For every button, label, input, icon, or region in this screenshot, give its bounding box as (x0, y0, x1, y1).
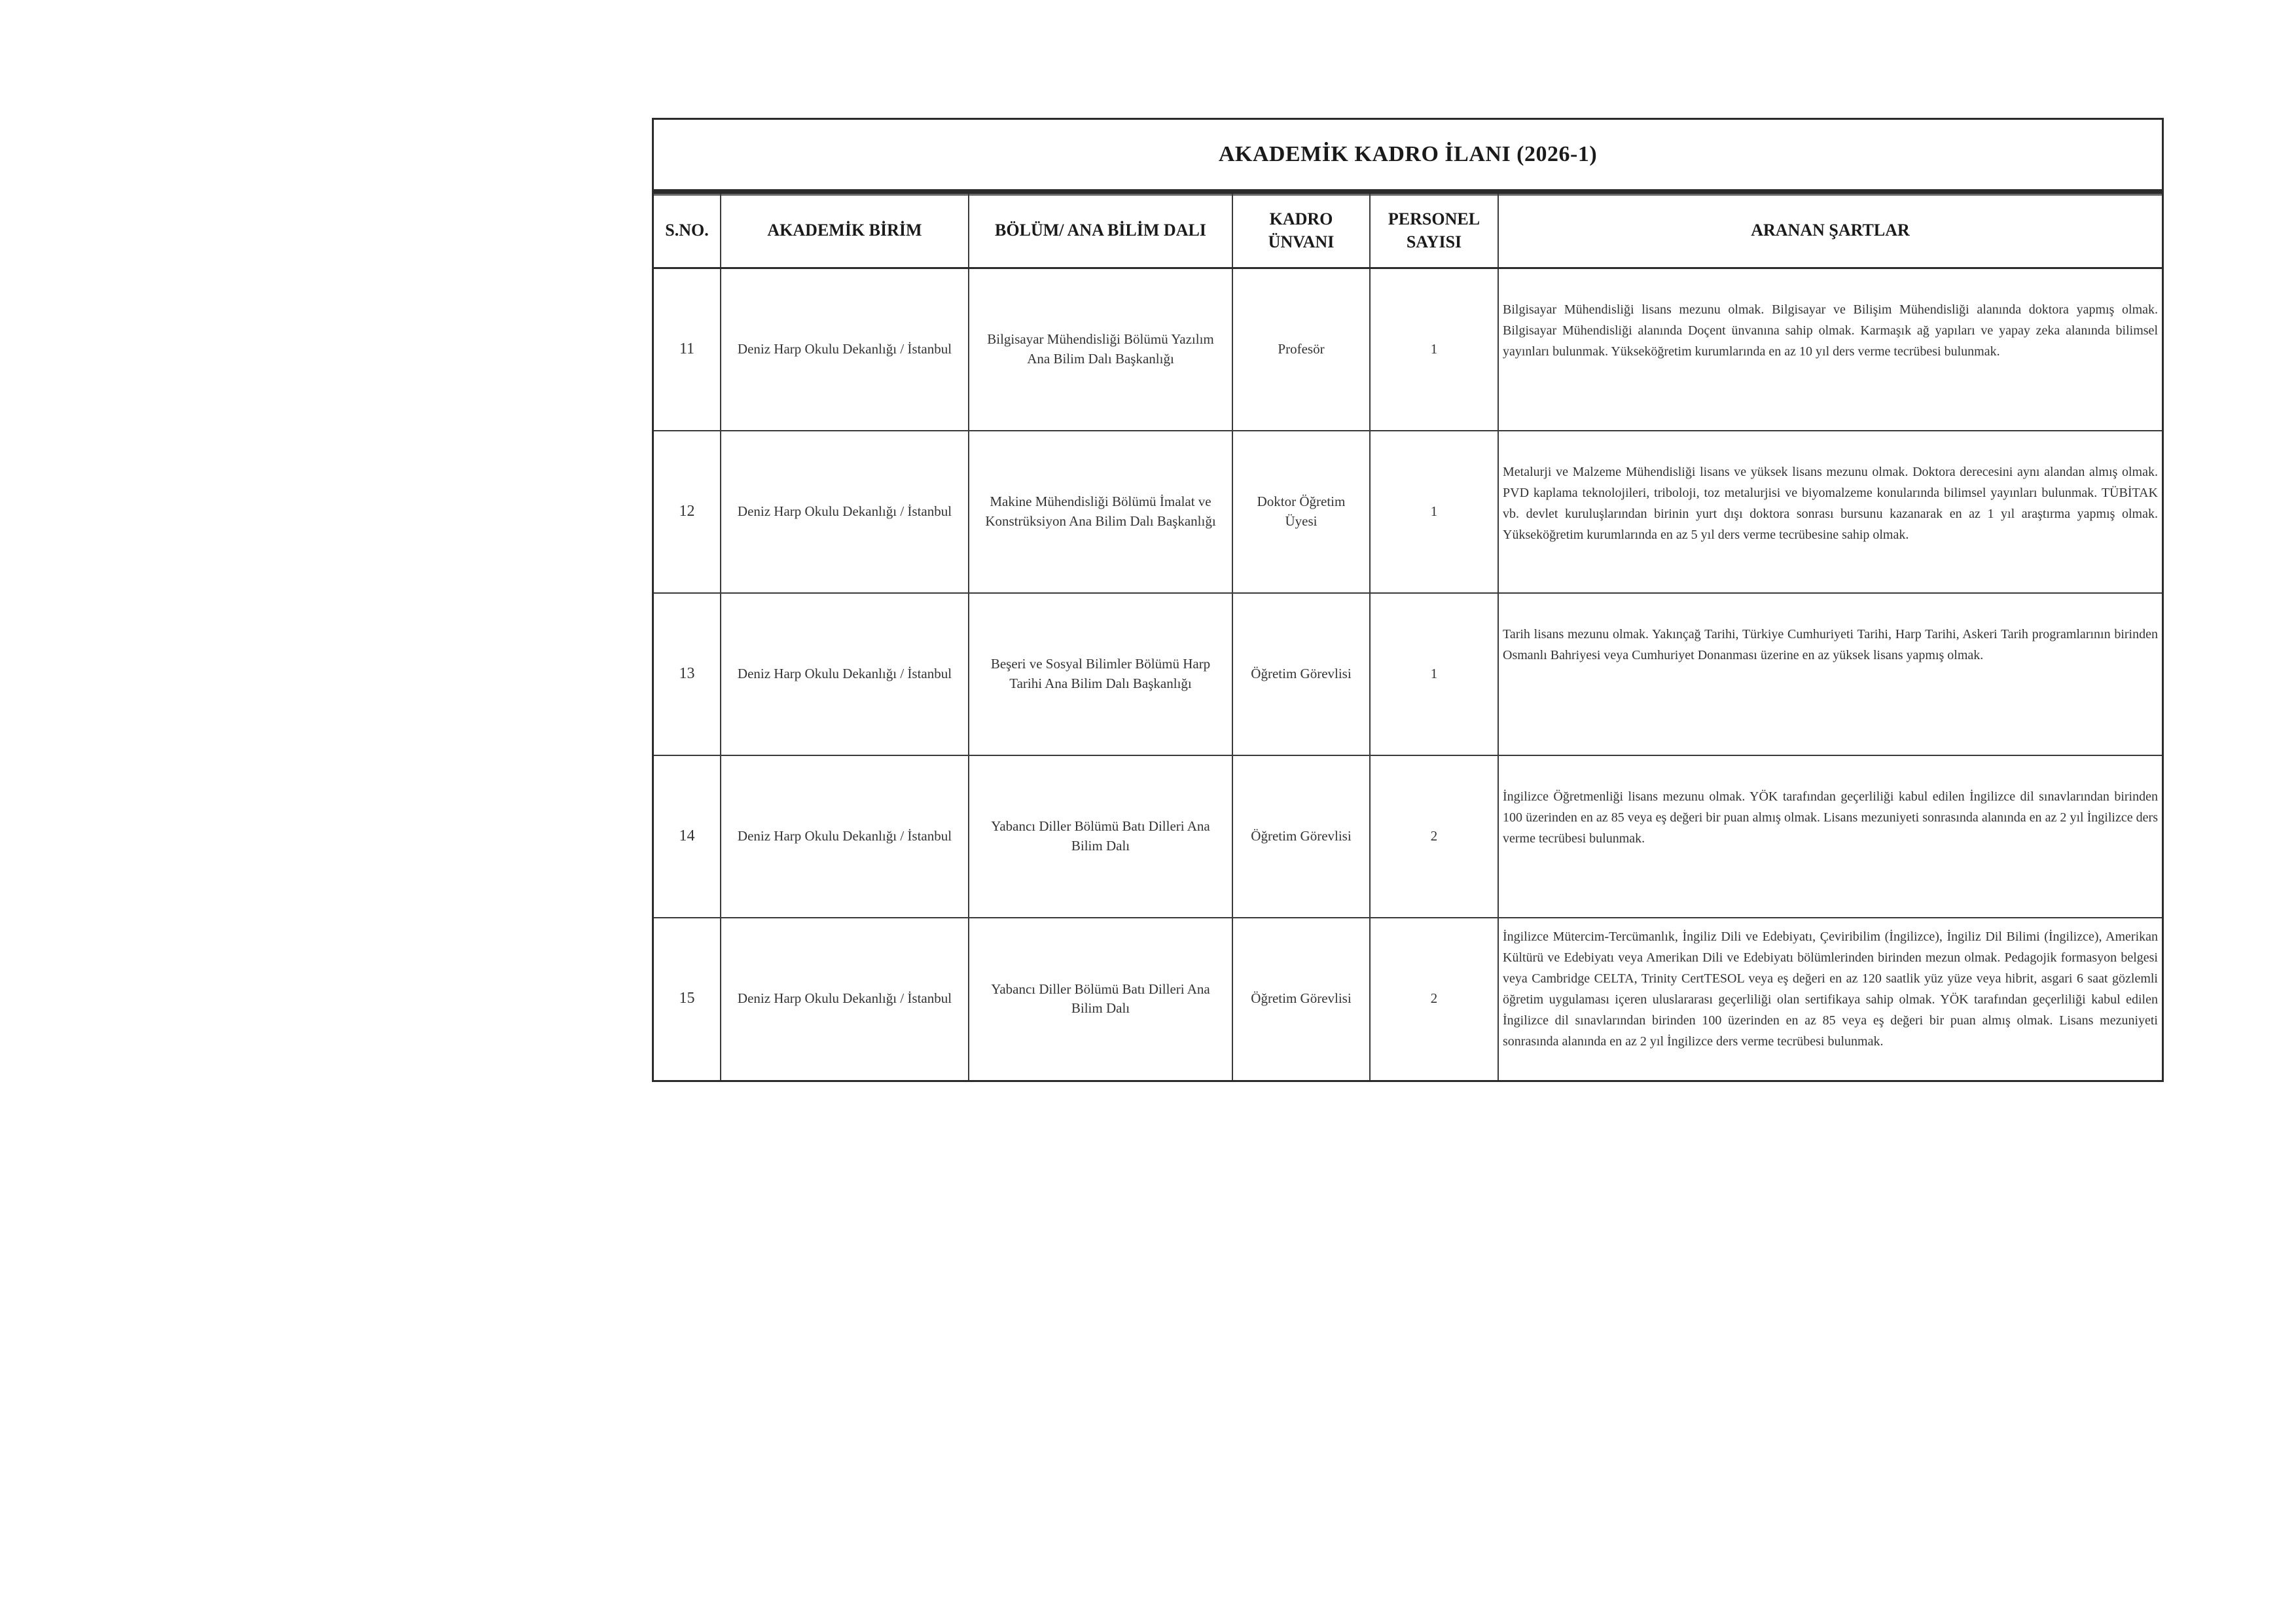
cell-sayi: 1 (1370, 431, 1498, 593)
cell-sayi: 1 (1370, 593, 1498, 755)
table-row (654, 593, 2162, 755)
cell-sayi: 2 (1370, 918, 1498, 1080)
cell-unvan: Profesör (1232, 268, 1370, 431)
cell-sno: 12 (654, 431, 721, 593)
cell-bolum: Bilgisayar Mühendisliği Bölümü Yazılım Ana Bilim Dalı Başkanlığı (969, 268, 1232, 431)
positions-table (654, 191, 2162, 1080)
header-bolum: BÖLÜM/ ANA BİLİM DALI (969, 192, 1232, 268)
table-row (654, 431, 2162, 593)
cell-birim: Deniz Harp Okulu Dekanlığı / İstanbul (721, 431, 969, 593)
cell-sno: 15 (654, 918, 721, 1080)
job-posting-sheet (652, 118, 2164, 1082)
header-sno: S.NO. (654, 192, 721, 268)
cell-sart: Metalurji ve Malzeme Mühendisliği lisans ve yüksek lisans mezunu olmak. Doktora derecesini aynı alandan almış olmak. PVD kaplama teknolojileri, triboloji, toz metalurjisi ve biyomalzeme konularında bilimsel yayınları bulunmak. TÜBİTAK vb. devlet kuruluşlarından birinin yurt dışı doktora sonrası bursunu kazanarak en az 1 yıl araştırma yapmış olmak. Yükseköğretim kurumlarında en az 5 yıl ders verme tecrübesine sahip olmak. (1498, 431, 2162, 593)
cell-sno: 13 (654, 593, 721, 755)
cell-unvan: Doktor Öğretim Üyesi (1232, 431, 1370, 593)
header-sart: ARANAN ŞARTLAR (1498, 192, 2162, 268)
cell-sart: Tarih lisans mezunu olmak. Yakınçağ Tarihi, Türkiye Cumhuriyeti Tarihi, Harp Tarihi, Askeri Tarih programlarının birinden Osmanlı Bahriyesi veya Cumhuriyet Donanması üzerine en az yüksek lisans yapmış olmak. (1498, 593, 2162, 755)
table-header-row (654, 192, 2162, 268)
cell-sart: İngilizce Mütercim-Tercümanlık, İngiliz Dili ve Edebiyatı, Çeviribilim (İngilizce), İngiliz Dil Bilimi (İngilizce), Amerikan Kültürü ve Edebiyatı veya Amerikan Dili ve Edebiyatı bölümlerinden birinden mezun olmak. Pedagojik formasyon belgesi veya Cambridge CELTA, Trinity CertTESOL veya eş değeri en az 120 saatlik yüz yüze veya hibrit, asgari 6 saat gözlemli öğretim uygulaması içeren uluslararası geçerliliği olan sertifikaya sahip olmak. YÖK tarafından geçerliliği kabul edilen İngilizce dil sınavlarından birinden 100 üzerinden en az 85 veya eş değeri bir puan almış olmak. Lisans mezuniyeti sonrasında alanında en az 2 yıl İngilizce ders verme tecrübesi bulunmak. (1498, 918, 2162, 1080)
cell-birim: Deniz Harp Okulu Dekanlığı / İstanbul (721, 755, 969, 918)
cell-sno: 11 (654, 268, 721, 431)
cell-sayi: 2 (1370, 755, 1498, 918)
cell-birim: Deniz Harp Okulu Dekanlığı / İstanbul (721, 268, 969, 431)
cell-unvan: Öğretim Görevlisi (1232, 918, 1370, 1080)
cell-bolum: Makine Mühendisliği Bölümü İmalat ve Konstrüksiyon Ana Bilim Dalı Başkanlığı (969, 431, 1232, 593)
cell-unvan: Öğretim Görevlisi (1232, 593, 1370, 755)
header-unvan: KADRO ÜNVANI (1232, 192, 1370, 268)
cell-unvan: Öğretim Görevlisi (1232, 755, 1370, 918)
table-row (654, 918, 2162, 1080)
cell-birim: Deniz Harp Okulu Dekanlığı / İstanbul (721, 918, 969, 1080)
cell-sart: İngilizce Öğretmenliği lisans mezunu olmak. YÖK tarafından geçerliliği kabul edilen İngilizce dil sınavlarından birinden 100 üzerinden en az 85 veya eş değeri bir puan almış olmak. Lisans mezuniyeti sonrasında alanında en az 2 yıl İngilizce ders verme tecrübesi bulunmak. (1498, 755, 2162, 918)
cell-bolum: Yabancı Diller Bölümü Batı Dilleri Ana Bilim Dalı (969, 918, 1232, 1080)
page-title: AKADEMİK KADRO İLANI (2026-1) (654, 120, 2162, 191)
header-sayi: PERSONEL SAYISI (1370, 192, 1498, 268)
cell-bolum: Yabancı Diller Bölümü Batı Dilleri Ana Bilim Dalı (969, 755, 1232, 918)
header-birim: AKADEMİK BİRİM (721, 192, 969, 268)
cell-sart: Bilgisayar Mühendisliği lisans mezunu olmak. Bilgisayar ve Bilişim Mühendisliği alanında doktora yapmış olmak. Bilgisayar Mühendisliği alanında Doçent ünvanına sahip olmak. Karmaşık ağ yapıları ve yapay zeka alanında bilimsel yayınları bulunmak. Yükseköğretim kurumlarında en az 10 yıl ders verme tecrübesi bulunmak. (1498, 268, 2162, 431)
table-row (654, 755, 2162, 918)
cell-birim: Deniz Harp Okulu Dekanlığı / İstanbul (721, 593, 969, 755)
cell-sno: 14 (654, 755, 721, 918)
cell-bolum: Beşeri ve Sosyal Bilimler Bölümü Harp Tarihi Ana Bilim Dalı Başkanlığı (969, 593, 1232, 755)
table-row (654, 268, 2162, 431)
cell-sayi: 1 (1370, 268, 1498, 431)
